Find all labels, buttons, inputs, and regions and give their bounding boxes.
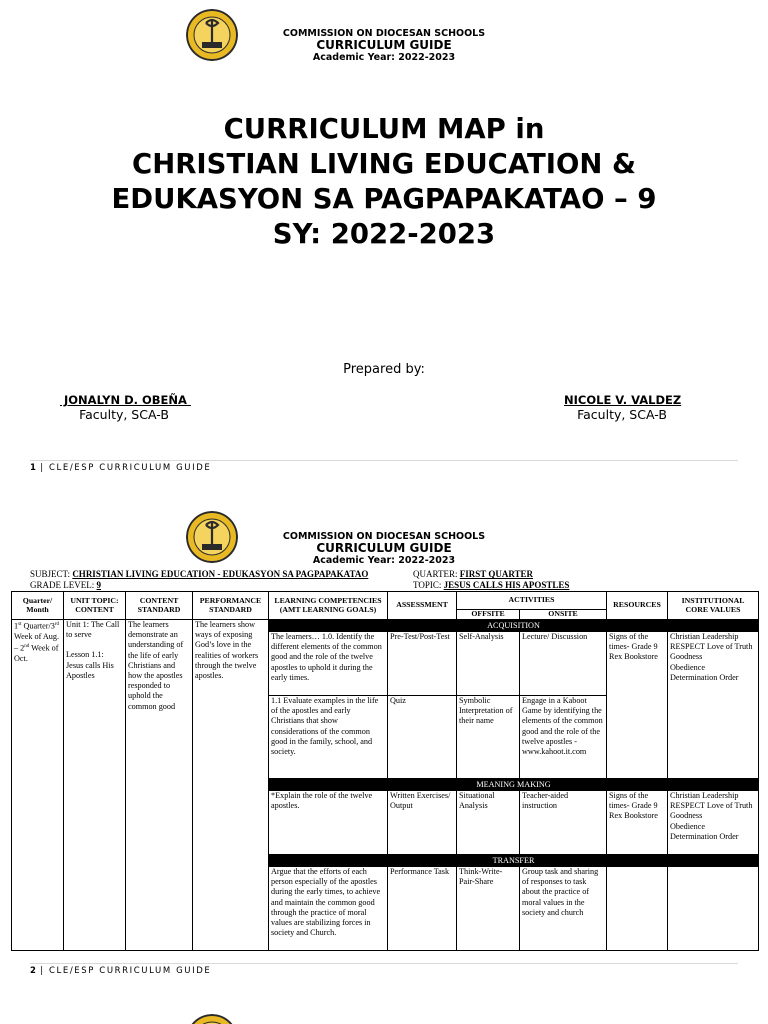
onsite-cell: Group task and sharing of responses to task about the practice of moral values in the society and church [520,867,607,951]
quarter-text: 1 [14,621,19,631]
assessment-cell: Performance Task [388,867,457,951]
resources-cell [607,867,668,951]
quarter-value: FIRST QUARTER [459,569,534,579]
preparer-name: JONALYN D. OBEÑA [60,393,191,407]
unit-cell [64,620,126,951]
core-value: Goodness [670,811,703,821]
topic-label: TOPIC: [413,580,444,590]
page-number: 1 [30,463,36,473]
header-offsite: OFFSITE [457,610,520,620]
header-assessment: ASSESSMENT [388,592,457,620]
title-line: CHRISTIAN LIVING EDUCATION & [132,148,636,180]
guide-title: CURRICULUM GUIDE [316,38,452,52]
title-line: SY: 2022-2023 [272,218,496,250]
competency-cell: *Explain the role of the twelve apostles. [269,791,388,855]
title-line: CURRICULUM MAP in [223,113,545,145]
footer-text: | CLE/ESP CURRICULUM GUIDE [40,463,212,473]
phase-meaning-making: MEANING MAKING [269,779,759,791]
competency-cell: 1.1 Evaluate examples in the life of the apostles and early Christians that show considerations of the common good in the family, school, and society. [269,696,388,779]
header-competencies: LEARNING COMPETENCIES (AMT LEARNING GOALS) [269,592,388,620]
header-onsite: ONSITE [520,610,607,620]
header-unit: UNIT TOPIC: CONTENT [64,592,126,620]
quarter-text: Quarter/3 [21,621,55,631]
academic-year: Academic Year: 2022-2023 [312,52,456,63]
title-line: EDUKASYON SA PAGPAPAKATAO – 9 [111,183,657,215]
academic-year: Academic Year: 2022-2023 [312,555,456,566]
page-footer [30,463,211,473]
assessment-cell: Written Exercises/ Output [388,791,457,855]
quarter-label: QUARTER: [413,569,460,579]
core-value: Goodness [670,652,703,662]
page-footer [30,966,211,976]
grade-line [30,580,101,590]
preparer-role: Faculty, SCA-B [577,407,667,422]
grade-value: 9 [96,580,101,590]
prepared-by-label: Prepared by: [343,362,425,377]
core-value: Obedience [670,821,706,831]
quarter-sup: rd [54,622,60,627]
core-value: Determination Order [670,672,739,682]
quarter-sup: nd [24,644,30,650]
footer-divider [30,460,738,461]
onsite-cell: Engage in a Kaboot Game by identifying the elements of the common good and the role of the twelve apostles -www.kahoot.it.com [520,696,607,779]
quarter-cell [12,620,64,951]
header-content-standard: CONTENT STANDARD [126,592,193,620]
lesson-title: Lesson 1.1: Jesus calls His Apostles [66,650,114,680]
onsite-cell: Teacher-aided instruction [520,791,607,855]
preparer-role: Faculty, SCA-B [79,407,169,422]
phase-acquisition: ACQUISITION [269,620,759,632]
core-values-cell [668,791,759,855]
quarter-sup: st [18,622,22,627]
header-activities: ACTIVITIES [457,592,607,610]
subject-value: CHRISTIAN LIVING EDUCATION - EDUKASYON SA PAGPAPAKATAO [72,569,369,579]
cover-title [0,112,768,252]
offsite-cell: Symbolic Interpretation of their name [457,696,520,779]
offsite-cell: Self-Analysis [457,632,520,696]
guide-title: CURRICULUM GUIDE [316,541,452,555]
onsite-cell: Lecture/ Discussion [520,632,607,696]
resources-cell: Signs of the times- Grade 9 Rex Bookstore [607,632,668,779]
content-standard-cell: The learners demonstrate an understanding of the life of early Christians and how the apostles responded to uphold the common good [126,620,193,951]
core-values-cell [668,632,759,779]
quarter-line [413,569,533,579]
assessment-cell: Quiz [388,696,457,779]
topic-line [413,580,569,590]
subject-label: SUBJECT: [30,569,73,579]
assessment-cell: Pre-Test/Post-Test [388,632,457,696]
page1-header [0,28,768,64]
core-value: Determination Order [670,831,739,841]
org-name: COMMISSION ON DIOCESAN SCHOOLS [282,28,486,39]
grade-label: GRADE LEVEL: [30,580,97,590]
quarter-text: Week of Aug. – 2 [14,631,60,653]
diocesan-seal-logo [186,1014,238,1024]
curriculum-map-table [11,591,759,951]
footer-text: | CLE/ESP CURRICULUM GUIDE [40,966,212,976]
core-values-cell [668,867,759,951]
phase-transfer: TRANSFER [269,855,759,867]
core-value: Christian Leadership [670,632,739,641]
core-value: RESPECT Love of Truth [670,642,753,652]
core-value: Obedience [670,662,706,672]
core-value: Christian Leadership [670,791,739,800]
header-performance-standard: PERFORMANCE STANDARD [193,592,269,620]
competency-cell: The learners… 1.0. Identify the different elements of the common good and the role of the twelve apostles to uphold it during the early times. [269,632,388,696]
core-value: RESPECT Love of Truth [670,801,753,811]
header-resources: RESOURCES [607,592,668,620]
competency-cell: Argue that the efforts of each person especially of the apostles during the early times, to achieve and maintain the common good through the practice of moral values are stabilizing forces in society and Church. [269,867,388,951]
offsite-cell: Think-Write-Pair-Share [457,867,520,951]
topic-value: JESUS CALLS HIS APOSTLES [443,580,570,590]
quarter-text: Week of Oct. [14,643,59,664]
offsite-cell: Situational Analysis [457,791,520,855]
org-name: COMMISSION ON DIOCESAN SCHOOLS [282,531,486,542]
subject-line [30,569,368,579]
resources-cell: Signs of the times- Grade 9 Rex Bookstore [607,791,668,855]
performance-standard-cell: The learners show ways of exposing God’s love in the realities of workers through the twelve apostles. [193,620,269,951]
footer-divider [30,963,738,964]
page-number: 2 [30,966,36,976]
page2-header [0,531,768,567]
header-core-values: INSTITUTIONAL CORE VALUES [668,592,759,620]
header-quarter: Quarter/ Month [12,592,64,620]
preparer-name: NICOLE V. VALDEZ [564,393,682,407]
unit-title: Unit 1: The Call to serve [66,620,120,640]
